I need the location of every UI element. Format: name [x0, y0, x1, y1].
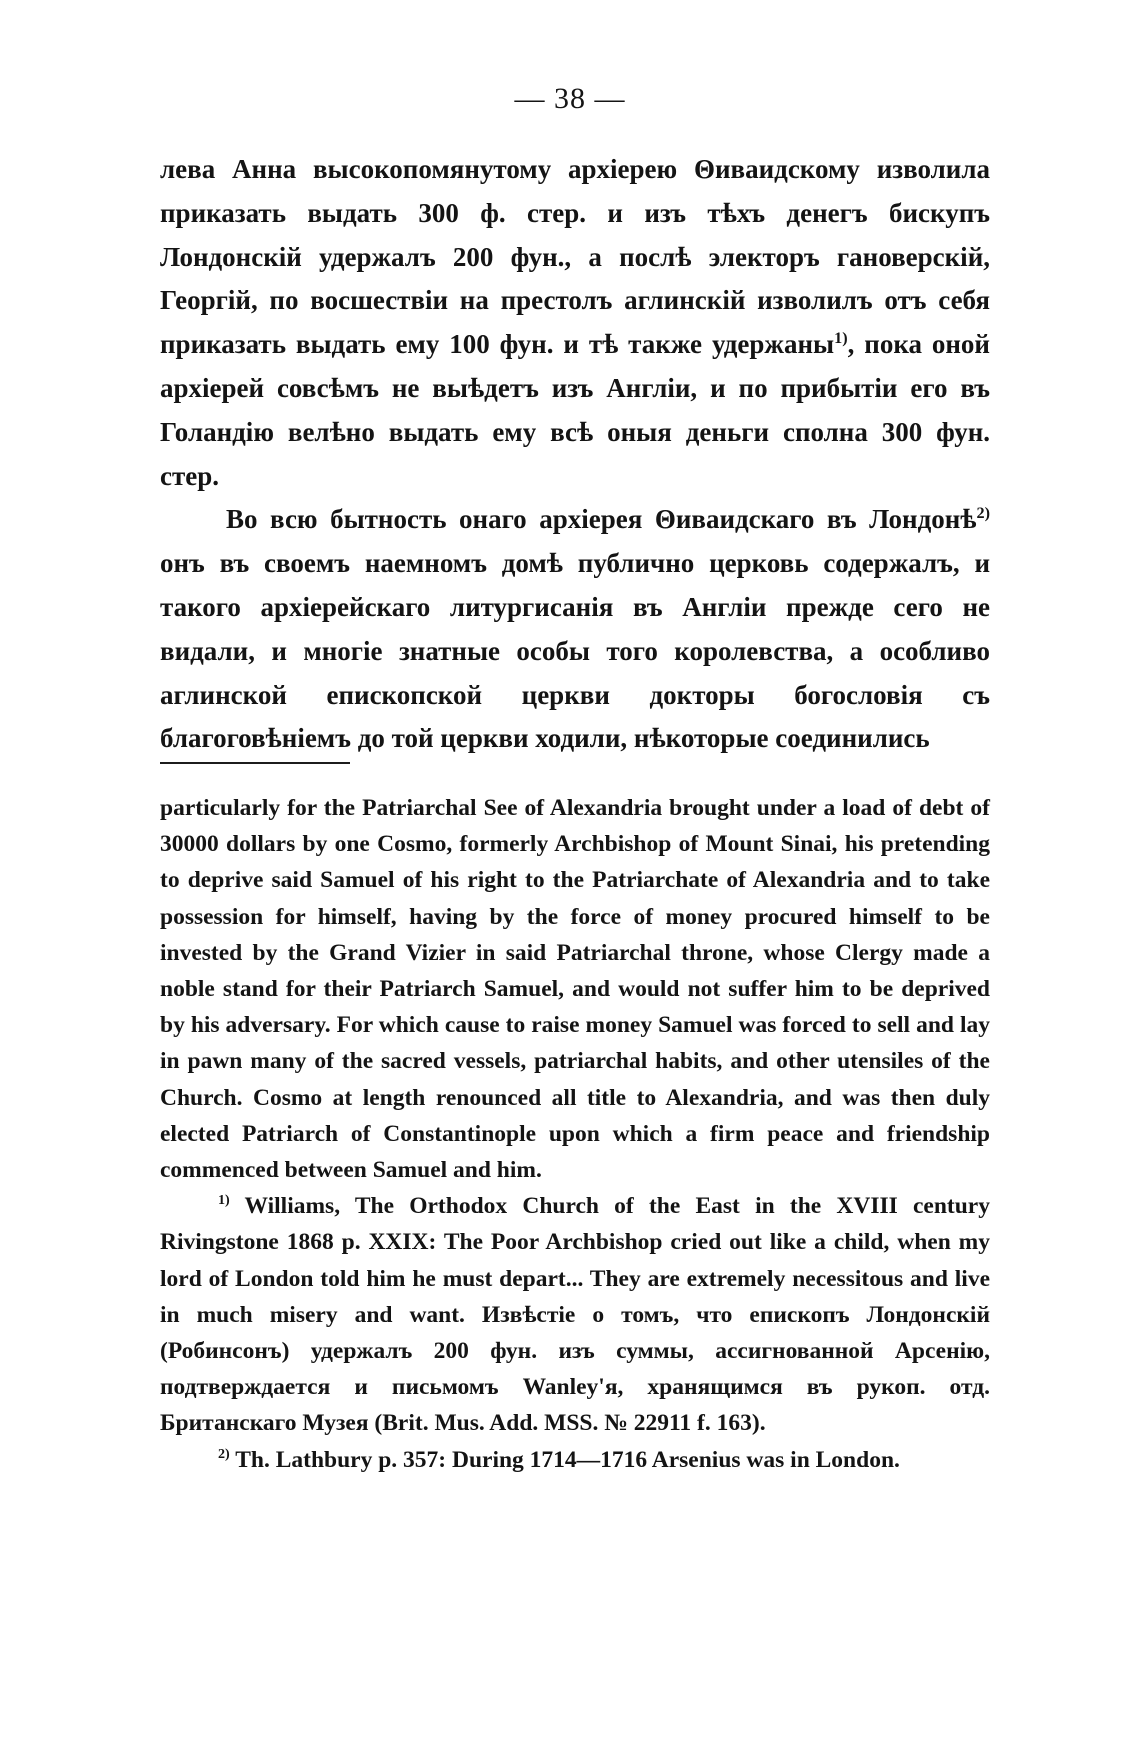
page-number: — 38 —: [514, 82, 626, 115]
paragraph-text: Во всю бытность онаго архіерея Θиваидскаго въ Лондонѣ: [226, 504, 977, 535]
footnote-1-text: Williams, The Orthodox Church of the East in the XVIII century Rivingstone 1868 p. XXIX: The Poor Archbishop cried out like a child, when my lord of London told him he must depart... They are extremely necessitous and live in much misery and want. Извѣстіе о томъ, что епископъ Лондонскій (Робинсонъ) удержалъ 200 фун. изъ суммы, ассигнованной Арсенію, подтверждается и письмомъ Wanley'я, хранящимся въ рукоп. отд. Британскаго Музея (Brit. Mus. Add. MSS. № 22911 f. 163).: [160, 1193, 990, 1437]
paragraph-text: , пока оной архіерей совсѣмъ не выѣдетъ изъ Англіи, и по прибытіи его въ Голандію велѣно выдать ему всѣ оныя деньги сполна 300 фун. стер.: [160, 329, 990, 491]
footnote-1-marker: 1): [218, 1192, 230, 1209]
main-text: [160, 148, 990, 761]
footnote-marker-1: 1): [834, 329, 848, 348]
footnote-separator: [160, 762, 350, 764]
footnote-1: [160, 1188, 990, 1441]
paragraph-text: онъ въ своемъ наемномъ домѣ публично церковь содержалъ, и такого архіерейскаго литургисанія въ Англіи прежде сего не видали, и многіе знатные особы того королевства, а особливо аглинской епископской церкви докторы богословія съ благоговѣніемъ до той церкви ходили, нѣкоторые соединились: [160, 548, 990, 754]
main-paragraph-1: [160, 148, 990, 498]
main-paragraph-2: [160, 498, 990, 761]
footnotes: [160, 790, 990, 1478]
footnote-continuation: particularly for the Patriarchal See of Alexandria brought under a load of debt of 30000 dollars by one Cosmo, formerly Archbishop of Mount Sinai, his pretending to deprive said Samuel of his right to the Patriarchate of Alexandria and to take possession for himself, having by the force of money procured himself to be invested by the Grand Vizier in said Patriarchal throne, whose Clergy made a noble stand for their Patriarch Samuel, and would not suffer him to be deprived by his adversary. For which cause to raise money Samuel was forced to sell and lay in pawn many of the sacred vessels, patriarchal habits, and other utensiles of the Church. Cosmo at length renounced all title to Alexandria, and was then duly elected Patriarch of Constantinople upon which a firm peace and friendship commenced between Samuel and him.: [160, 795, 990, 1184]
footnote-2-text: Th. Lathbury p. 357: During 1714—1716 Arsenius was in London.: [229, 1446, 900, 1473]
footnote-2-marker: 2): [218, 1445, 230, 1462]
paragraph-text: лева Анна высокопомянутому архіерею Θиваидскому изволила приказать выдать 300 ф. стер. и изъ тѣхъ денегъ бискупъ Лондонскій удержалъ 200 фун., а послѣ электоръ гановерскій, Георгій, по восшествіи на престолъ аглинскій изволилъ отъ себя приказать выдать ему 100 фун. и тѣ также удержаны: [160, 154, 990, 360]
footnote-2: [160, 1442, 990, 1478]
footnote-marker-2: 2): [976, 504, 990, 523]
